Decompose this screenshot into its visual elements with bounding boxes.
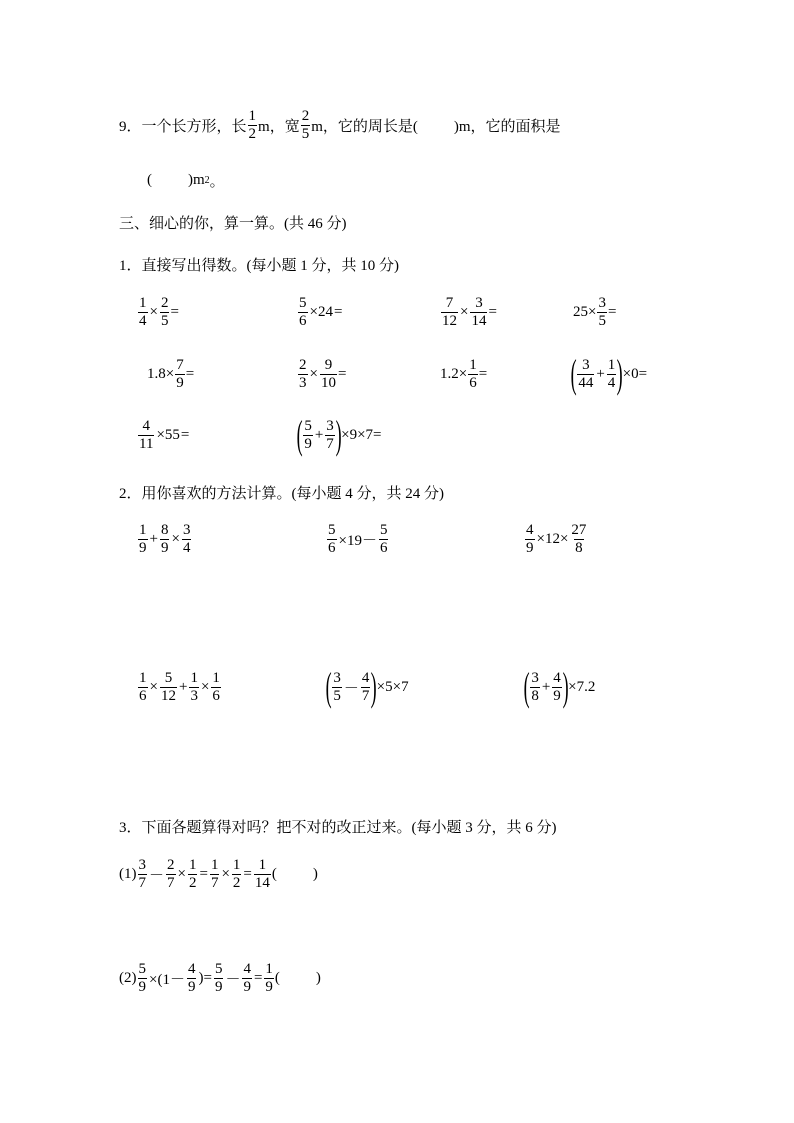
q9-text: 一个长方形，长 xyxy=(141,119,247,135)
q9-line1: 9． 一个长方形，长 $\frac{1}{2}$ m，宽 $\frac{2}{5}$ m，它的周长是( )m，它的面积是 xyxy=(119,108,561,142)
section-title: 三、细心的你，算一算。(共 46 分) xyxy=(119,216,347,232)
p3-question-2: (2) $\frac{5}{9}$ ×(1－ $\frac{4}{9}$ )= $\frac{5}{9}$ － $\frac{4}{9}$ = $\frac{1}{9}$ ( ) xyxy=(119,961,321,995)
p1-item-5: 1.8× $\frac{7}{9}$ = xyxy=(147,357,195,391)
q9-width-fraction: $\frac{2}{5}$ xyxy=(301,108,310,142)
p1-item-10: ( $\frac{5}{9}$ + $\frac{3}{7}$ ) ×9×7 = xyxy=(296,412,382,457)
p1-item-3: $\frac{7}{12}$ × $\frac{3}{14}$ = xyxy=(442,295,497,329)
part3-title: 3．下面各题算得对吗？把不对的改正过来。(每小题 3 分，共 6 分) xyxy=(119,820,557,836)
q9-line2: ( )m 2 。 xyxy=(147,172,225,190)
p1-item-2: $\frac{5}{6}$ ×24 = xyxy=(299,295,343,329)
p2-item-4: $\frac{1}{6}$ × $\frac{5}{12}$ + $\frac{1}{3}$ × $\frac{1}{6}$ xyxy=(139,670,220,704)
p2-item-2: $\frac{5}{6}$ ×19－ $\frac{5}{6}$ xyxy=(328,522,388,556)
p1-item-7: 1.2× $\frac{1}{6}$ = xyxy=(440,357,488,391)
p2-item-5: ( $\frac{3}{5}$ － $\frac{4}{7}$ ) ×5×7 xyxy=(325,664,409,709)
p3-question-1: (1) $\frac{3}{7}$ － $\frac{2}{7}$ × $\frac{1}{2}$ = $\frac{1}{7}$ × $\frac{1}{2}$ = $\frac{1}{14}$ ( ) xyxy=(119,857,318,891)
p1-item-4: 25× $\frac{3}{5}$ = xyxy=(573,295,617,329)
q9-number: 9． xyxy=(119,119,142,135)
p1-item-1: $\frac{1}{4}$ × $\frac{2}{5}$ = xyxy=(139,295,179,329)
p2-item-1: $\frac{1}{9}$ + $\frac{8}{9}$ × $\frac{3}{4}$ xyxy=(139,522,191,556)
p2-item-3: $\frac{4}{9}$ ×12× $\frac{27}{8}$ xyxy=(526,522,587,556)
p2-item-6: ( $\frac{3}{8}$ + $\frac{4}{9}$ ) ×7.2 xyxy=(523,664,596,709)
p1-item-9: $\frac{4}{11}$ ×55 = xyxy=(139,418,190,452)
part1-title: 1．直接写出得数。(每小题 1 分，共 10 分) xyxy=(119,258,399,274)
p1-item-6: $\frac{2}{3}$ × $\frac{9}{10}$ = xyxy=(299,357,347,391)
q9-length-fraction: $\frac{1}{2}$ xyxy=(248,108,257,142)
p1-item-8: ( $\frac{3}{44}$ + $\frac{1}{4}$ ) ×0 = xyxy=(570,351,648,396)
part2-title: 2．用你喜欢的方法计算。(每小题 4 分，共 24 分) xyxy=(119,486,444,502)
